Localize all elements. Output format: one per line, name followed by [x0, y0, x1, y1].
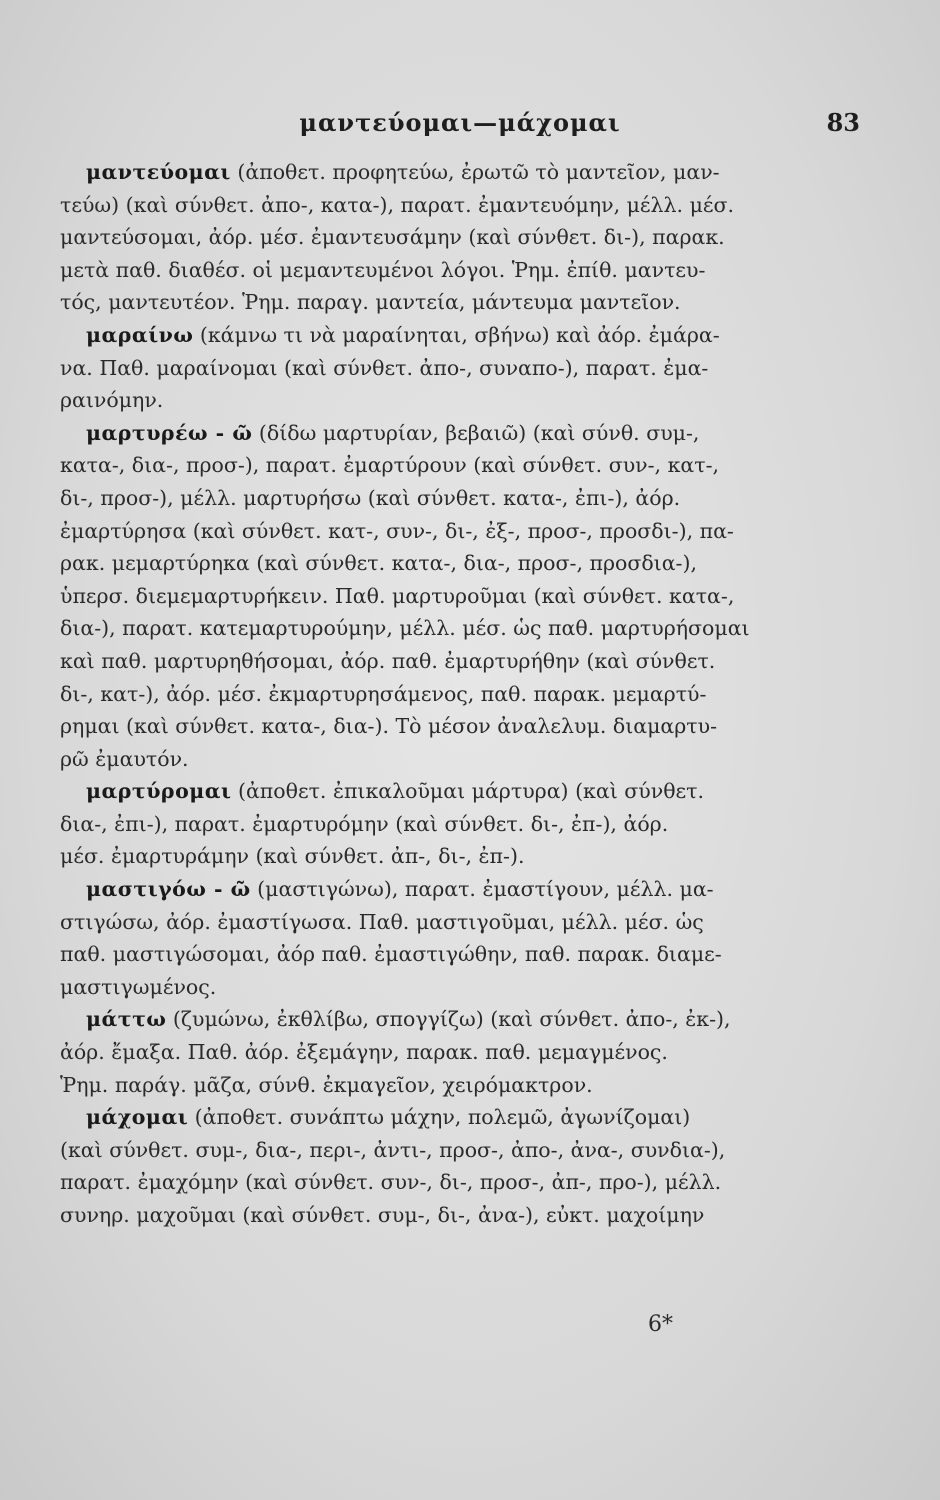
signature-mark: 6* [648, 1312, 673, 1337]
entry-line: ρῶ ἐμαυτόν. [60, 746, 189, 771]
dictionary-entry [60, 1003, 860, 1101]
entry-lemma: μάττω [86, 1007, 167, 1032]
entry-lemma: μαντεύομαι [86, 160, 231, 184]
entry-line: ἐμαρτύρησα (καὶ σύνθετ. κατ-, συν-, δι-, ἐξ-, προσ-, προσδι-), πα- [60, 518, 734, 543]
entry-definition-start: (ἀποθετ. προφητεύω, ἐρωτῶ τὸ μαντεῖον, μαν- [230, 160, 720, 184]
entry-line: παρατ. ἐμαχόμην (καὶ σύνθετ. συν-, δι-, προσ-, ἀπ-, προ-), μέλλ. [60, 1170, 722, 1195]
entry-line: δι-, κατ-), ἀόρ. μέσ. ἐκμαρτυρησάμενος, παθ. παρακ. μεμαρτύ- [60, 681, 707, 706]
entry-first-line [60, 319, 860, 352]
entry-line: μαντεύσομαι, ἀόρ. μέσ. ἐμαντευσάμην (καὶ σύνθετ. δι-), παρακ. [60, 225, 725, 250]
entry-lemma: μάχομαι [86, 1105, 189, 1130]
entry-line: συνηρ. μαχοῦμαι (καὶ σύνθετ. συμ-, δι-, ἀνα-), εὐκτ. μαχοίμην [60, 1203, 705, 1227]
entry-first-line [60, 1003, 860, 1036]
dictionary-entry [60, 417, 860, 776]
entry-line: ἀόρ. ἔμαξα. Παθ. ἀόρ. ἐξεμάγην, παρακ. παθ. μεμαγμένος. [60, 1040, 668, 1065]
entry-line: καὶ παθ. μαρτυρηθήσομαι, ἀόρ. παθ. ἐμαρτυρήθην (καὶ σύνθετ. [60, 648, 716, 673]
entry-line: παθ. μαστιγώσομαι, ἀόρ παθ. ἐμαστιγώθην, παθ. παρακ. διαμε- [60, 942, 722, 967]
entry-lemma: μαραίνω [86, 322, 194, 347]
entry-line: ὑπερσ. διεμεμαρτυρήκειν. Παθ. μαρτυροῦμαι (καὶ σύνθετ. κατα-, [60, 583, 735, 608]
entry-lemma: μαρτύρομαι [86, 779, 232, 804]
entry-first-line [60, 1101, 860, 1134]
dictionary-entry [60, 775, 860, 873]
entry-definition-start: (μαστιγώνω), παρατ. ἐμαστίγουν, μέλλ. μα- [250, 877, 714, 902]
entry-first-line [60, 417, 860, 450]
entry-line: ρακ. μεμαρτύρηκα (καὶ σύνθετ. κατα-, δια-, προσ-, προσδια-), [60, 551, 698, 576]
entry-line: ρημαι (καὶ σύνθετ. κατα-, δια-). Τὸ μέσον ἀναλελυμ. διαμαρτυ- [60, 714, 718, 739]
page-header [60, 108, 860, 148]
dictionary-body [60, 156, 860, 1232]
entry-line: στιγώσω, ἀόρ. ἐμαστίγωσα. Παθ. μαστιγοῦμαι, μέλλ. μέσ. ὡς [60, 909, 704, 934]
dictionary-entry [60, 1101, 860, 1231]
running-head: μαντεύομαι—μάχομαι [299, 108, 621, 137]
entry-lemma: μαρτυρέω - ῶ [86, 420, 253, 445]
entry-line: μαστιγωμένος. [60, 974, 217, 999]
entry-line: Ῥημ. παράγ. μᾶζα, σύνθ. ἐκμαγεῖον, χειρόμακτρον. [60, 1072, 593, 1097]
entry-definition-start: (ζυμώνω, ἐκθλίβω, σπογγίζω) (καὶ σύνθετ. ἀπο-, ἐκ-), [166, 1007, 731, 1032]
entry-definition-start: (ἀποθετ. συνάπτω μάχην, πολεμῶ, ἀγωνίζομαι) [188, 1105, 691, 1130]
entry-definition-start: (ἀποθετ. ἐπικαλοῦμαι μάρτυρα) (καὶ σύνθετ. [231, 779, 705, 804]
entry-line: δια-), παρατ. κατεμαρτυρούμην, μέλλ. μέσ. ὡς παθ. μαρτυρήσομαι [60, 616, 750, 641]
dictionary-entry [60, 319, 860, 417]
entry-line: μέσ. ἐμαρτυράμην (καὶ σύνθετ. ἀπ-, δι-, ἐπ-). [60, 844, 525, 869]
entry-line: (καὶ σύνθετ. συμ-, δια-, περι-, ἀντι-, προσ-, ἀπο-, ἀνα-, συνδια-), [60, 1137, 726, 1162]
entry-line: κατα-, δια-, προσ-), παρατ. ἐμαρτύρουν (καὶ σύνθετ. συν-, κατ-, [60, 453, 720, 478]
entry-line: τεύω) (καὶ σύνθετ. ἀπο-, κατα-), παρατ. ἐμαντευόμην, μέλλ. μέσ. [60, 192, 735, 217]
page-number: 83 [826, 108, 860, 137]
entry-line: τός, μαντευτέον. Ῥημ. παραγ. μαντεία, μάντευμα μαντεῖον. [60, 290, 681, 315]
entry-line: μετὰ παθ. διαθέσ. οἱ μεμαντευμένοι λόγοι. Ῥημ. ἐπίθ. μαντευ- [60, 257, 706, 282]
dictionary-entry [60, 873, 860, 1003]
entry-lemma: μαστιγόω - ῶ [86, 877, 251, 902]
entry-first-line [60, 775, 860, 808]
entry-line: δια-, ἐπι-), παρατ. ἐμαρτυρόμην (καὶ σύνθετ. δι-, ἐπ-), ἀόρ. [60, 811, 669, 836]
entry-first-line [60, 873, 860, 906]
dictionary-entry [60, 156, 860, 319]
entry-definition-start: (κάμνω τι νὰ μαραίνηται, σβήνω) καὶ ἀόρ. ἐμάρα- [193, 322, 720, 347]
entry-definition-start: (δίδω μαρτυρίαν, βεβαιῶ) (καὶ σύνθ. συμ-, [252, 420, 700, 445]
entry-line: ραινόμην. [60, 388, 164, 413]
entry-line: δι-, προσ-), μέλλ. μαρτυρήσω (καὶ σύνθετ. κατα-, ἐπι-), ἀόρ. [60, 485, 681, 510]
entry-first-line [60, 156, 860, 189]
entry-line: να. Παθ. μαραίνομαι (καὶ σύνθετ. ἀπο-, συναπο-), παρατ. ἐμα- [60, 355, 709, 380]
